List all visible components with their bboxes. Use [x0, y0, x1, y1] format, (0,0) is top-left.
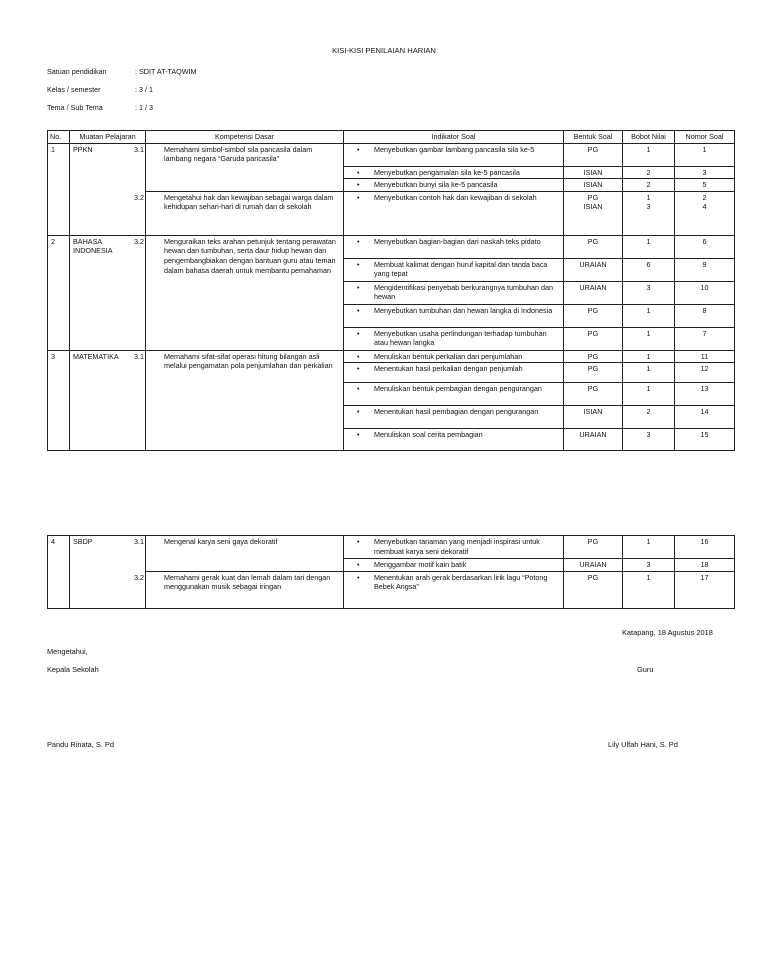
- bentuk-soal: ISIAN: [564, 166, 623, 179]
- bobot-nilai: 1: [623, 235, 675, 258]
- table-row: [48, 191, 735, 235]
- bullet-icon: •: [357, 144, 360, 154]
- bentuk-soal: PG: [564, 350, 623, 363]
- row-no: 1: [48, 143, 70, 235]
- kepala-sekolah-title: Kepala Sekolah: [47, 665, 99, 674]
- bobot-nilai: 3: [623, 281, 675, 304]
- bentuk-soal: URAIAN: [564, 258, 623, 281]
- indikator-text: Menuliskan bentuk perkalian dari penjumlahan: [374, 351, 523, 361]
- bobot-nilai-1: 1: [646, 192, 651, 202]
- bentuk-soal: URAIAN: [564, 281, 623, 304]
- indikator-text: Menyebutkan tanaman yang menjadi inspirasi untuk membuat karya seni dekoratif: [374, 537, 540, 556]
- row-no: 2: [48, 235, 70, 350]
- bullet-icon: •: [357, 192, 360, 202]
- nomor-soal: 5: [675, 179, 735, 192]
- nomor-soal: 12: [675, 363, 735, 383]
- header-bobot: Bobot Nilai: [623, 131, 675, 144]
- bobot-nilai: 1: [623, 536, 675, 559]
- guru-name: Lily Ulfah Hani, S. Pd: [608, 740, 678, 749]
- indikator-text: Menyebutkan pengamalan sila ke-5 pancasila: [374, 167, 520, 177]
- bobot-nilai: 1: [623, 143, 675, 166]
- row-mapel: SBDP: [70, 536, 146, 609]
- bullet-icon: •: [357, 259, 360, 269]
- indikator-text: Menuliskan bentuk pembagian dengan pengurangan: [374, 384, 542, 394]
- nomor-soal: 18: [675, 559, 735, 572]
- indikator-cell: [344, 350, 564, 363]
- indikator-cell: [344, 166, 564, 179]
- table-row: [48, 536, 735, 559]
- header-indikator: Indikator Soal: [344, 131, 564, 144]
- kd-text: Mengetahui hak dan kewajiban sebagai warga dalam kehidupan sehari-hari di rumah dan di sekolah: [164, 192, 334, 212]
- bentuk-soal: [564, 191, 623, 235]
- bobot-nilai: 1: [623, 350, 675, 363]
- indikator-cell: [344, 281, 564, 304]
- bentuk-soal: PG: [564, 363, 623, 383]
- indikator-cell: [344, 327, 564, 350]
- kepala-sekolah-name: Pandu Rinata, S. Pd: [47, 740, 114, 749]
- kd-cell: [134, 536, 344, 572]
- bullet-icon: •: [357, 537, 360, 546]
- kd-text: Memahami simbol-simbol sila pancasila dalam lambang negara “Garuda pancasila”: [164, 144, 313, 164]
- header-mapel: Muatan Pelajaran: [70, 131, 146, 144]
- indikator-text: Menyebutkan gambar lambang pancasila sila ke-5: [374, 144, 535, 154]
- guru-title: Guru: [637, 665, 654, 674]
- nomor-soal: 15: [675, 429, 735, 451]
- row-mapel: PPKN: [70, 143, 146, 235]
- nomor-soal: 6: [675, 235, 735, 258]
- indikator-cell: [344, 191, 564, 235]
- kd-number: 3.1: [134, 351, 144, 361]
- nomor-soal-2: 4: [702, 202, 707, 212]
- bobot-nilai: 6: [623, 258, 675, 281]
- bobot-nilai: 2: [623, 179, 675, 192]
- bentuk-soal: PG: [564, 327, 623, 350]
- nomor-soal: [675, 191, 735, 235]
- table-row: [48, 235, 735, 258]
- meta-label-kelas: Kelas / semester: [47, 85, 101, 94]
- indikator-text: Menentukan hasil pembagian dengan pengurangan: [374, 407, 539, 417]
- kisi-kisi-table: [47, 130, 735, 451]
- bobot-nilai: 1: [623, 327, 675, 350]
- kd-number: 3.1: [134, 144, 144, 154]
- indikator-cell: [344, 383, 564, 406]
- indikator-text: Mengidentifikasi penyebab berkurangnya tumbuhan dan hewan: [374, 282, 554, 302]
- indikator-text: Menentukan hasil perkalian dengan penjumlah: [374, 364, 523, 374]
- nomor-soal: 16: [675, 536, 735, 559]
- bullet-icon: •: [357, 236, 360, 246]
- indikator-text: Menyebutkan contoh hak dan kewajiban di sekolah: [374, 192, 537, 202]
- indikator-cell: [344, 179, 564, 192]
- kd-text: Mengenal karya seni gaya dekoratif: [164, 537, 278, 546]
- indikator-text: Menyebutkan usaha perlindungan terhadap tumbuhan atau hewan langka: [374, 328, 547, 348]
- nomor-soal: 10: [675, 281, 735, 304]
- kd-text: Menguraikan teks arahan petunjuk tentang perawatan hewan dan tumbuhan, serta daur hidup hewan dan pengembangbiakan dengan bantuan guru atau teman dalam bahasa daerah untuk membantu pemahaman: [164, 236, 336, 275]
- bentuk-soal: PG: [564, 235, 623, 258]
- page-title: KISI-KISI PENILAIAN HARIAN: [332, 46, 436, 55]
- bentuk-soal: PG: [564, 571, 623, 608]
- nomor-soal-1: 2: [702, 192, 707, 202]
- bentuk-soal: PG: [564, 143, 623, 166]
- bobot-nilai: 1: [623, 363, 675, 383]
- indikator-cell: [344, 571, 564, 608]
- kd-number: 3.1: [134, 537, 144, 546]
- indikator-cell: [344, 536, 564, 559]
- bobot-nilai: 1: [623, 571, 675, 608]
- header-no: No.: [48, 131, 70, 144]
- bobot-nilai: 3: [623, 429, 675, 451]
- kd-cell: [134, 143, 344, 191]
- kd-number: 3.2: [134, 236, 144, 246]
- bentuk-soal: ISIAN: [564, 179, 623, 192]
- nomor-soal: 13: [675, 383, 735, 406]
- kd-cell: [134, 350, 344, 451]
- bentuk-soal: PG: [564, 383, 623, 406]
- bentuk-soal: URAIAN: [564, 559, 623, 572]
- kd-text: Memahami sifat-sifat operasi hitung bilangan asli melalui pengamatan pola penjumlahan dan perkalian: [164, 351, 333, 371]
- bullet-icon: •: [357, 430, 360, 440]
- indikator-text: Menyebutkan tumbuhan dan hewan langka di Indonesia: [374, 305, 553, 315]
- indikator-cell: [344, 559, 564, 572]
- row-mapel: BAHASA INDONESIA: [70, 235, 146, 350]
- bobot-nilai: 3: [623, 559, 675, 572]
- meta-label-satuan: Satuan pendidikan: [47, 67, 107, 76]
- kd-text: Memahami gerak kuat dan lemah dalam tari dengan menggunakan musik sebagai iringan: [164, 572, 331, 592]
- meta-value-satuan: : SDIT AT-TAQWIM: [135, 67, 197, 76]
- bullet-icon: •: [357, 167, 360, 177]
- bullet-icon: •: [357, 328, 360, 338]
- table-row: [48, 143, 735, 166]
- indikator-text: Menyebutkan bunyi sila ke-5 pancasila: [374, 180, 498, 190]
- indikator-text: Menggambar motif kain batik: [374, 560, 467, 569]
- kd-cell: [134, 571, 344, 608]
- nomor-soal: 17: [675, 571, 735, 608]
- nomor-soal: 8: [675, 304, 735, 327]
- bobot-nilai: 2: [623, 166, 675, 179]
- kd-number: 3.2: [134, 572, 144, 582]
- row-no: 4: [48, 536, 70, 609]
- indikator-text: Menuliskan soal cerita pembagian: [374, 430, 483, 440]
- table-header: [48, 131, 735, 144]
- bullet-icon: •: [357, 364, 360, 374]
- bentuk-soal: ISIAN: [564, 406, 623, 429]
- bobot-nilai-2: 3: [646, 202, 651, 212]
- indikator-text: Membuat kalimat dengan huruf kapital dan tanda baca yang tepat: [374, 259, 548, 279]
- bobot-nilai: 1: [623, 304, 675, 327]
- nomor-soal: 1: [675, 143, 735, 166]
- indikator-cell: [344, 304, 564, 327]
- nomor-soal: 9: [675, 258, 735, 281]
- kd-number: 3.2: [134, 192, 144, 202]
- header-bentuk: Bentuk Soal: [564, 131, 623, 144]
- bullet-icon: •: [357, 351, 360, 361]
- indikator-cell: [344, 406, 564, 429]
- bullet-icon: •: [357, 282, 360, 292]
- bentuk-soal-1: PG: [587, 192, 599, 202]
- indikator-cell: [344, 235, 564, 258]
- indikator-cell: [344, 363, 564, 383]
- kd-cell: [134, 191, 344, 235]
- meta-value-kelas: : 3 / 1: [135, 85, 153, 94]
- bullet-icon: •: [357, 572, 360, 582]
- bentuk-soal: PG: [564, 304, 623, 327]
- meta-value-tema: : 1 / 3: [135, 103, 153, 112]
- meta-label-tema: Tema / Sub Tema: [47, 103, 103, 112]
- nomor-soal: 7: [675, 327, 735, 350]
- bobot-nilai: 1: [623, 383, 675, 406]
- kisi-kisi-table-continued: [47, 535, 735, 609]
- kd-cell: [134, 235, 344, 350]
- nomor-soal: 14: [675, 406, 735, 429]
- indikator-cell: [344, 429, 564, 451]
- bobot-nilai: 2: [623, 406, 675, 429]
- bullet-icon: •: [357, 560, 360, 569]
- row-mapel: MATEMATIKA: [70, 350, 146, 451]
- header-kd: Kompetensi Dasar: [146, 131, 344, 144]
- nomor-soal: 3: [675, 166, 735, 179]
- nomor-soal: 11: [675, 350, 735, 363]
- header-nomor: Nomor Soal: [675, 131, 735, 144]
- indikator-cell: [344, 143, 564, 166]
- indikator-cell: [344, 258, 564, 281]
- indikator-text: Menyebutkan bagian-bagian dari naskah teks pidato: [374, 236, 541, 246]
- table-row: [48, 571, 735, 608]
- bullet-icon: •: [357, 305, 360, 315]
- bentuk-soal: URAIAN: [564, 429, 623, 451]
- bullet-icon: •: [357, 384, 360, 394]
- row-no: 3: [48, 350, 70, 451]
- bentuk-soal-2: ISIAN: [583, 202, 603, 212]
- table-row: [48, 350, 735, 363]
- indikator-text: Menentukan arah gerak berdasarkan lirik lagu “Potong Bebek Angsa”: [374, 572, 548, 592]
- bobot-nilai: [623, 191, 675, 235]
- mengetahui-label: Mengetahui,: [47, 647, 88, 656]
- bullet-icon: •: [357, 180, 360, 190]
- bentuk-soal: PG: [564, 536, 623, 559]
- bullet-icon: •: [357, 407, 360, 417]
- place-date: Katapang, 18 Agustus 2018: [622, 628, 713, 637]
